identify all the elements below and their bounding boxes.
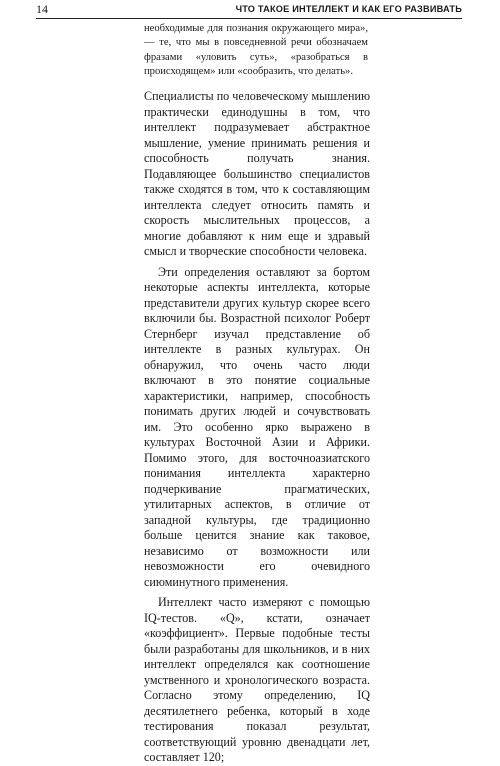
paragraph-2: Эти определения оставляют за бортом некоторые аспекты интеллекта, которые представители других культур скорее всего включили бы. Возрастной психолог Роберт Стернберг изучал представление об интеллекте в разных культурах. Он обнаружил, что очень часто люди включают в это понятие социальные характеристики, например, способность понимать других людей и сочувствовать им. Это особенно ярко выражено в культурах Восточной Азии и Африки. Помимо этого, для восточноазиатского понимания интеллекта характерно подчеркивание прагматических, утилитарных аспектов, в отличие от западной культуры, где традиционно больше ценится знание как таковое, независимо от возможности или невозможности его очевидного сиюминутного применения. [144, 264, 370, 589]
page-header [36, 2, 462, 19]
page-number: 14 [36, 2, 48, 16]
paragraph-3: Интеллект часто измеряют с помощью IQ-тестов. «Q», кстати, означает «коэффициент». Первые подобные тесты были разработаны для школьников, и в них интеллект определялся как соотношение умственного и хронологического возраста. Согласно этому определению, IQ десятилетнего ребенка, который в ходе тестирования показал результат, соответствующий уровню двенадцати лет, составляет 120; [144, 595, 370, 765]
paragraph-1: Специалисты по человеческому мышлению практически единодушны в том, что интеллект подразумевает абстрактное мышление, умение принимать решения и способность получать знания. Подавляющее большинство специалистов также сходятся в том, что к составляющим интеллекта следует относить память и скорость мыслительных процессов, а многие добавляют к ним еще и здравый смысл и творческие способности человека. [144, 89, 370, 258]
body-text [144, 89, 370, 766]
running-title: ЧТО ТАКОЕ ИНТЕЛЛЕКТ И КАК ЕГО РАЗВИВАТЬ [235, 4, 462, 14]
block-quote: необходимые для познания окружающего мира», — те, что мы в повседневной речи обозначаем фразами «уловить суть», «разобраться в происходящем» или «сообразить, что делать». [144, 23, 368, 77]
